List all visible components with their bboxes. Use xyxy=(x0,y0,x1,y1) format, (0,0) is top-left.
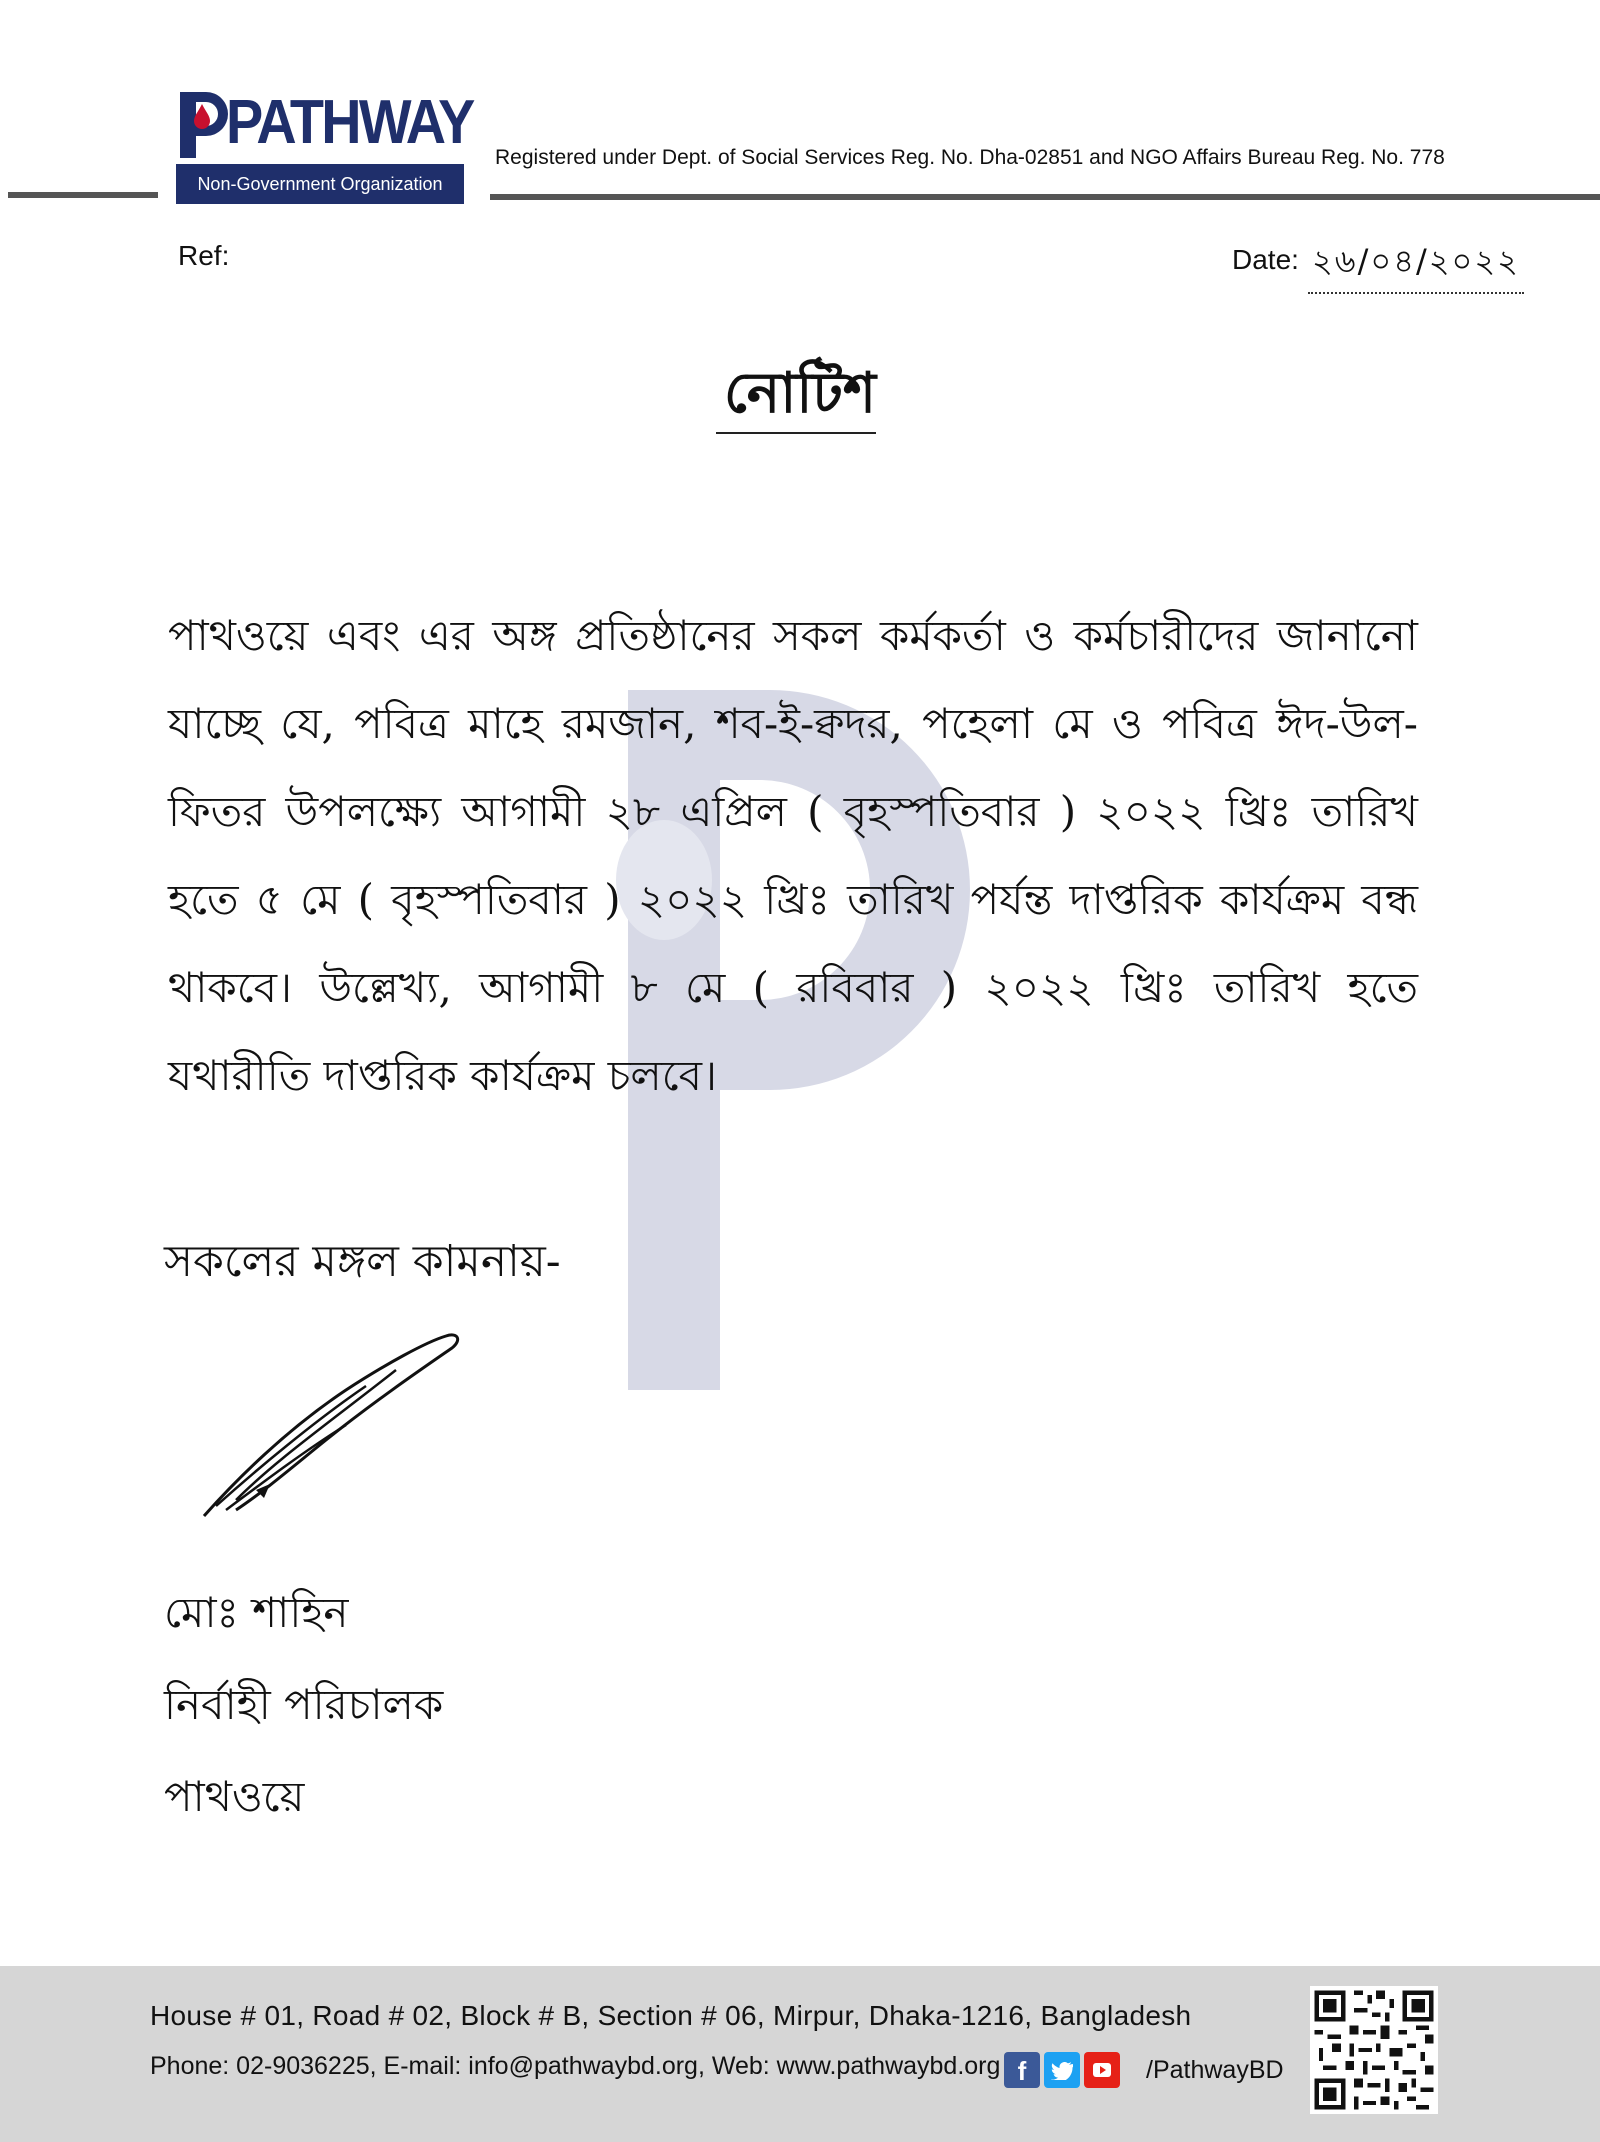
logo-subtitle: Non-Government Organization xyxy=(176,164,464,204)
closing-line: সকলের মঙ্গল কামনায়- xyxy=(164,1236,561,1287)
pathway-logo xyxy=(176,88,473,204)
ref-label: Ref: xyxy=(178,240,230,271)
youtube-icon[interactable] xyxy=(1084,2052,1120,2088)
facebook-icon[interactable]: f xyxy=(1004,2052,1040,2088)
notice-body: পাথওয়ে এবং এর অঙ্গ প্রতিষ্ঠানের সকল কর্মকর্তা ও কর্মচারীদের জানানো যাচ্ছে যে, পবিত্র মাহে রমজান, শব-ই-ক্বদর, পহেলা মে ও পবিত্র ঈদ-উল-ফিতর উপলক্ষ্যে আগামী ২৮ এপ্রিল ( বৃহস্পতিবার ) ২০২২ খ্রিঃ তারিখ হতে ৫ মে ( বৃহস্পতিবার ) ২০২২ খ্রিঃ তারিখ পর্যন্ত দাপ্তরিক কার্যক্রম বন্ধ থাকবে। উল্লেখ্য, আগামী ৮ মে ( রবিবার ) ২০২২ খ্রিঃ তারিখ হতে যথারীতি দাপ্তরিক কার্যক্রম চলবে। xyxy=(168,611,1418,1100)
header-rule-left xyxy=(8,192,158,198)
signatory-title: নির্বাহী পরিচালক xyxy=(164,1680,444,1729)
signatory-name: মোঃ শাহিন xyxy=(164,1588,349,1637)
footer-address: House # 01, Road # 02, Block # B, Section # 06, Mirpur, Dhaka-1216, Bangladesh xyxy=(150,2000,1192,2031)
date-label: Date: xyxy=(1232,244,1299,275)
notice-title: নোটিশ xyxy=(723,360,877,426)
social-handle: /PathwayBD xyxy=(1146,2056,1284,2084)
header-rule-right xyxy=(490,194,1600,200)
date-value: ২৬/০৪/২০২২ xyxy=(1308,236,1524,294)
qr-code-icon[interactable] xyxy=(1310,1986,1438,2114)
title-underline xyxy=(716,432,876,434)
footer-contact: Phone: 02-9036225, E-mail: info@pathwaybd.org, Web: www.pathwaybd.org xyxy=(150,2052,1001,2080)
logo-brand-text: PATHWAY xyxy=(226,88,473,157)
social-icons xyxy=(1004,2052,1124,2092)
signatory-org: পাথওয়ে xyxy=(164,1772,305,1821)
registration-text: Registered under Dept. of Social Services Reg. No. Dha-02851 and NGO Affairs Bureau Reg. No. 778 xyxy=(495,146,1445,169)
signature xyxy=(196,1330,466,1526)
twitter-icon[interactable] xyxy=(1044,2052,1080,2088)
